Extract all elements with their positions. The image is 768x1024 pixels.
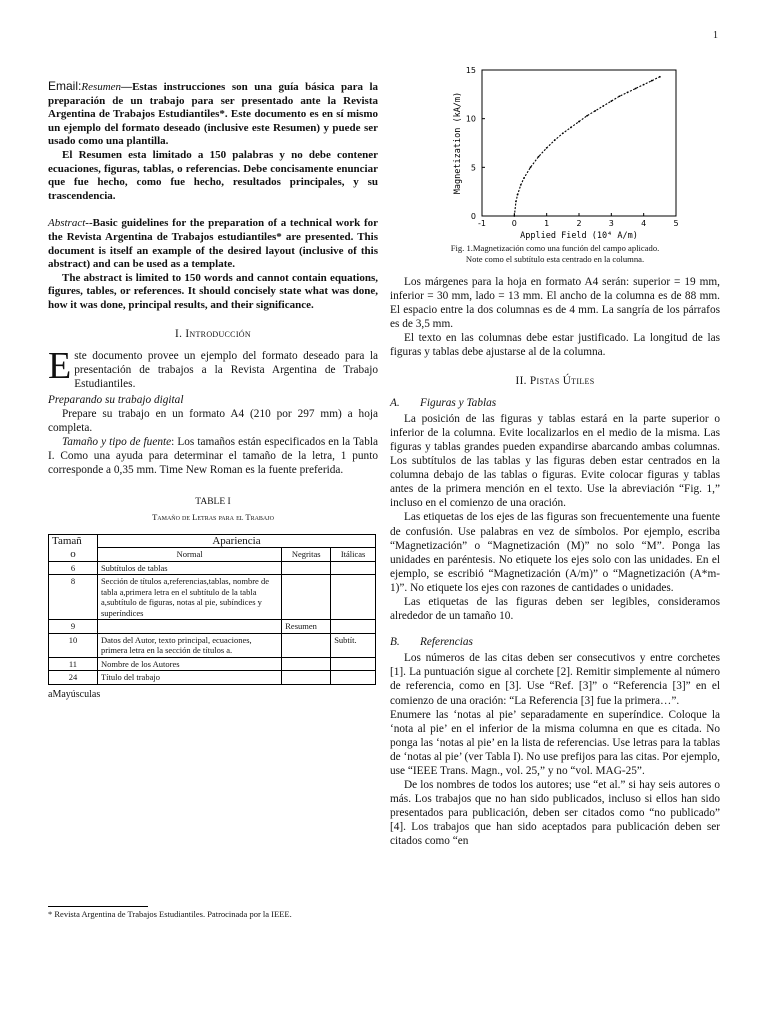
figures-paragraph: La posición de las figuras y tablas estará en la parte superior o inferior de la columna. Evite localizarlos en el medio de la misma. Las figuras y tablas grandes pueden expandirse abarcando ambas columnas. Los subtítulos de las tablas y las figuras deben estar centrados en la columna debajo de las tablas o figuras. Evite colocar figuras y tablas antes de la primera mención en el texto. Use la abreviación “Fig. 1,” incluso en el comienzo de una oración. bbox=[390, 412, 720, 510]
subsection-b-label: B. bbox=[390, 636, 400, 649]
table-row bbox=[49, 575, 376, 620]
y-axis-label: Magnetization (kA/m) bbox=[453, 91, 463, 195]
abstract-es bbox=[48, 80, 378, 203]
font-size-lead: Tamaño y tipo de fuente bbox=[62, 436, 172, 449]
table-caption: TABLE I bbox=[195, 497, 231, 508]
data-point bbox=[578, 121, 580, 123]
table-row bbox=[49, 657, 376, 671]
right-column bbox=[390, 66, 720, 849]
footnote: * Revista Argentina de Trabajos Estudiantiles. Patrocinada por la IEEE. bbox=[48, 909, 292, 919]
data-point bbox=[515, 201, 517, 203]
abstract-es-p2: El Resumen esta limitado a 150 palabras y no debe contener ecuaciones, figuras, tablas, o referencias. Debe concisamente enunciar que fue hecho, como fue hecho, resultados principales, y su trascendencia. bbox=[48, 148, 378, 202]
data-point bbox=[594, 110, 596, 112]
y-tick-label: 0 bbox=[470, 212, 476, 221]
footnotes-paragraph: Enumere las ‘notas al pie’ separadamente en superíndice. Coloque la ‘nota al pie’ en el inferior de la misma columna en que es citada. No ponga las ‘notas al pie’ en la lista de referencias. Use letras para la tablas de ‘notas al pie’ (ver Tabla I). No use prefijos para las citas. Por ejemplo, use “IEEE Trans. Magn., vol. 25,” y no “vol. MAG-25”. bbox=[390, 708, 720, 777]
table-header-size-bottom: o bbox=[49, 548, 98, 562]
references-paragraph: Los números de las citas deben ser consecutivos y entre corchetes [1]. La puntuación sigue al corchete [2]. Remitir simplemente al número de referencia, como en [3]. Use “Ref. [3]” o “Referencia [3]” en el comienzo de una oración: “La Referencia [3] fue la primera…”. bbox=[390, 652, 720, 707]
data-point bbox=[517, 194, 519, 196]
table-cell-bold bbox=[282, 671, 331, 685]
margins-paragraph: Los márgenes para la hoja en formato A4 serán: superior = 19 mm, inferior = 30 mm, lado = 13 mm. El ancho de la columna es de 88 mm. El espacio entre la dos columnas es de 4 mm. La sangría de los párrafos es de 3,5 mm. bbox=[390, 276, 720, 331]
data-point bbox=[659, 76, 661, 78]
table-row bbox=[49, 671, 376, 685]
table-header-normal: Normal bbox=[97, 548, 281, 562]
table-cell-bold: Resumen bbox=[282, 620, 331, 634]
table-subcaption: Tamaño de Letras para el Trabajo bbox=[152, 511, 274, 522]
footnote-rule bbox=[48, 906, 148, 907]
data-point bbox=[546, 147, 548, 149]
data-point bbox=[602, 105, 604, 107]
abstract-es-p1: —Estas instrucciones son una guía básica para la preparación de un trabajo para ser presentado ante la Revista Argentina de Trabajos Estudiantiles*. Este documento es en sí mismo un ejemplo del formato deseado (inclusive este Resumen) y puede ser usado como una plantilla. bbox=[48, 81, 378, 148]
x-axis-label: Applied Field (10⁴ A/m) bbox=[520, 231, 638, 241]
y-tick-label: 5 bbox=[470, 163, 476, 173]
figure-caption bbox=[390, 243, 720, 265]
subheading-preparing: Preparando su trabajo digital bbox=[48, 393, 184, 406]
data-point bbox=[523, 177, 525, 179]
table-cell-normal bbox=[97, 620, 281, 634]
data-point bbox=[554, 139, 556, 141]
figure-caption-line2: Note como el subtítulo esta centrado en la columna. bbox=[465, 254, 645, 264]
table-cell-size: 6 bbox=[49, 561, 98, 575]
series-line bbox=[514, 77, 660, 216]
table-row bbox=[49, 561, 376, 575]
table-cell-normal: Sección de títulos a,referencias,tablas, nombre de tabla a,primera letra en el subtítulo de la tabla a,subtítulo de figuras, notas al pie, subíndices y superíndices bbox=[97, 575, 281, 620]
table-row bbox=[49, 620, 376, 634]
table-cell-bold bbox=[282, 657, 331, 671]
axis-labels-paragraph: Las etiquetas de los ejes de las figuras son frecuentemente una fuente de confusión. Use palabras en vez de símbolos. Por ejemplo, escriba “Magnetización” o “Magnetización (M)” no solo “M”. Ponga las unidades en paréntesis. No etiquete los ejes solo con las unidades. En el ejemplo, se escribió “Magnetización (A/m)” o “Magnetización (A*m-1)”. No etiquete los ejes con razones de cantidades o unidades. bbox=[390, 511, 720, 594]
table-cell-size: 24 bbox=[49, 671, 98, 685]
table-cell-italic: Subtít. bbox=[331, 633, 376, 657]
table-note: aMayúsculas bbox=[48, 688, 101, 700]
abstract-label: Abstract bbox=[48, 217, 86, 230]
left-column bbox=[48, 80, 378, 702]
intro-paragraph: ste documento provee un ejemplo del formato deseado para la presentación de trabajos a la Revista Argentina de Trabajo Estudiantiles. bbox=[74, 349, 378, 390]
abstract-en-p2: The abstract is limited to 150 words and cannot contain equations, figures, tables, or references. It should concisely state what was done, how it was done, principal results, and their significance. bbox=[48, 271, 378, 311]
font-size-paragraph: : Los tamaños están especificados en la Tabla I. Como una ayuda para determinar el tamaño de la letra, 1 punto corresponde a 0,35 mm. Time New Roman es la fuente preferida. bbox=[48, 436, 378, 477]
font-size-table bbox=[48, 534, 376, 685]
table-cell-normal: Título del trabajo bbox=[97, 671, 281, 685]
x-tick-label: 5 bbox=[673, 219, 679, 228]
table-cell-normal: Subtítulos de tablas bbox=[97, 561, 281, 575]
data-point bbox=[627, 91, 629, 93]
table-cell-italic bbox=[331, 575, 376, 620]
table-cell-italic bbox=[331, 657, 376, 671]
abstract-en-p1: --Basic guidelines for the preparation of a technical work for the Revista Argentina de Trabajos estudiantiles* are presented. This document is itself an example of the desired layout (inclusive of this abstract) and can be used as a template. bbox=[48, 217, 378, 271]
data-point bbox=[570, 127, 572, 129]
figure-1 bbox=[390, 66, 720, 241]
data-point bbox=[520, 184, 522, 186]
section-2-title: II. Pistas Útiles bbox=[515, 374, 595, 387]
subsection-a-label: A. bbox=[390, 396, 400, 409]
data-point bbox=[643, 84, 645, 86]
legible-paragraph: Las etiquetas de las figuras deben ser legibles, consideramos alrededor de un tamaño 10. bbox=[390, 595, 720, 623]
table-cell-italic bbox=[331, 620, 376, 634]
x-tick-label: 3 bbox=[608, 219, 614, 228]
data-point bbox=[562, 132, 564, 134]
subsection-b-title: Referencias bbox=[420, 636, 473, 649]
section-1-title: I. Introducción bbox=[175, 327, 251, 340]
x-tick-label: 0 bbox=[511, 219, 517, 228]
table-cell-normal: Nombre de los Autores bbox=[97, 657, 281, 671]
data-point bbox=[610, 100, 612, 102]
authors-paragraph: De los nombres de todos los autores; use “et al.” si hay seis autores o más. Los trabajos que no han sido publicados, incluso si ellos han sido presentados para publicación, deben ser citados como “no publicado” [4]. Los trabajos que han sido aceptados para publicación deben ser citados como “en bbox=[390, 779, 720, 848]
data-point bbox=[651, 80, 653, 82]
table-header-size-top: Tamañ bbox=[49, 534, 98, 548]
subsection-a-title: Figuras y Tablas bbox=[420, 396, 497, 409]
table-cell-size: 8 bbox=[49, 575, 98, 620]
x-tick-label: 4 bbox=[641, 219, 647, 228]
email-label: Email: bbox=[48, 79, 82, 93]
data-point bbox=[586, 115, 588, 117]
resumen-label: Resumen bbox=[81, 81, 122, 93]
table-cell-size: 11 bbox=[49, 657, 98, 671]
magnetization-chart bbox=[390, 66, 720, 241]
table-header-appearance: Apariencia bbox=[97, 534, 375, 548]
table-cell-italic bbox=[331, 671, 376, 685]
justify-paragraph: El texto en las columnas debe estar justificado. La longitud de las figuras y tablas debe ajustarse al de la columna. bbox=[390, 332, 720, 359]
table-cell-bold bbox=[282, 561, 331, 575]
table-cell-normal: Datos del Autor, texto principal, ecuaciones, primera letra en la sección de títulos a. bbox=[97, 633, 281, 657]
table-cell-bold bbox=[282, 633, 331, 657]
table-cell-bold bbox=[282, 575, 331, 620]
figure-caption-line1: Fig. 1.Magnetización como una función del campo aplicado. bbox=[450, 243, 660, 253]
plot-frame bbox=[482, 70, 676, 216]
y-tick-label: 10 bbox=[465, 114, 476, 124]
x-tick-label: 1 bbox=[544, 219, 550, 228]
x-tick-label: 2 bbox=[576, 219, 582, 228]
prepare-paragraph: Prepare su trabajo en un formato A4 (210 por 297 mm) a hoja completa. bbox=[48, 407, 378, 435]
table-cell-size: 10 bbox=[49, 633, 98, 657]
data-point bbox=[635, 88, 637, 90]
data-point bbox=[530, 166, 532, 168]
table-cell-size: 9 bbox=[49, 620, 98, 634]
y-tick-label: 15 bbox=[465, 66, 476, 75]
drop-cap: E bbox=[48, 344, 72, 387]
table-cell-italic bbox=[331, 561, 376, 575]
table-header-bold: Negritas bbox=[282, 548, 331, 562]
table-row bbox=[49, 633, 376, 657]
abstract-en bbox=[48, 217, 378, 312]
data-point bbox=[513, 215, 515, 217]
data-point bbox=[619, 95, 621, 97]
data-point bbox=[538, 156, 540, 158]
page-number: 1 bbox=[713, 30, 718, 41]
x-tick-label: -1 bbox=[478, 219, 486, 228]
table-header-italic: Itálicas bbox=[331, 548, 376, 562]
